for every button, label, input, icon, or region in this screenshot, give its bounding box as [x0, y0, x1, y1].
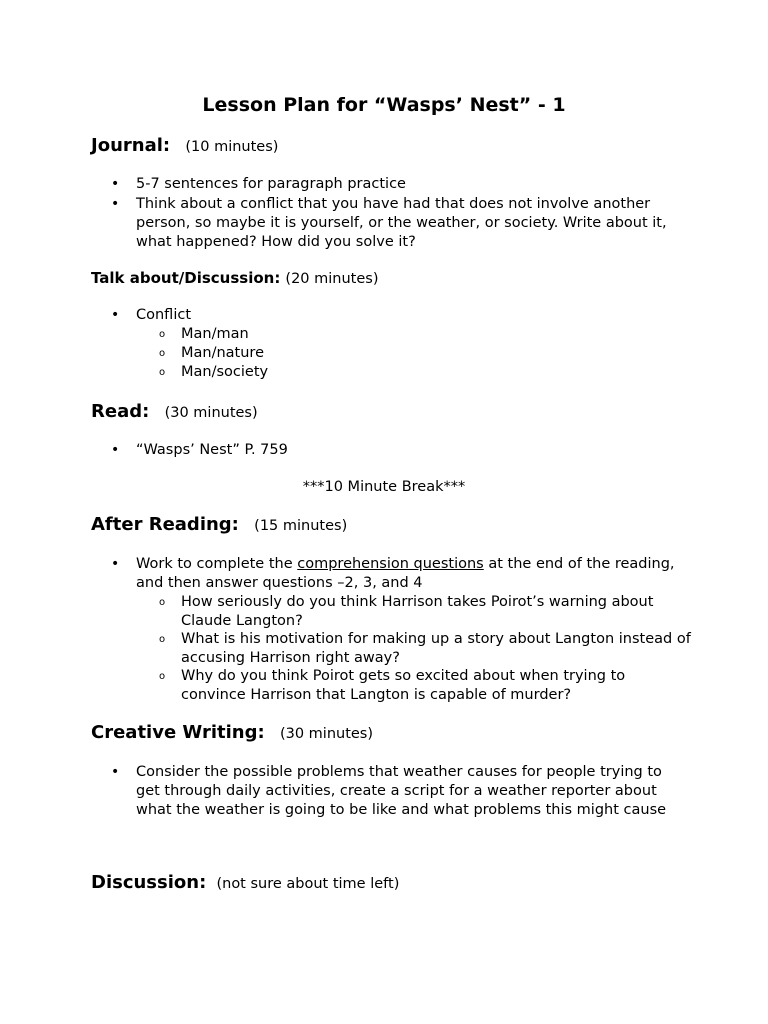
circle-bullet-icon: o	[159, 634, 166, 645]
after-reading-item-start: Work to complete the	[136, 556, 298, 572]
talk-subitem-2: Man/nature	[181, 345, 264, 361]
bullet-icon: •	[111, 176, 120, 192]
read-header	[91, 400, 258, 425]
read-heading: Read:	[91, 401, 150, 422]
creative-writing-header	[91, 721, 373, 746]
bullet-icon: •	[111, 307, 120, 323]
journal-item-2: Think about a conflict that you have had that does not involve another person, so maybe it is yourself, or the weather, or society. Write about it, what happened? How did you solve it?	[136, 196, 667, 250]
creative-writing-time: (30 minutes)	[279, 726, 374, 742]
bullet-icon: •	[111, 556, 120, 572]
talk-item: Conflict	[136, 307, 192, 323]
after-reading-subitem-2: What is his motivation for making up a story about Langton instead of accusing Harrison right away?	[181, 631, 691, 666]
journal-heading: Journal:	[91, 135, 171, 156]
read-item: “Wasps’ Nest” P. 759	[136, 442, 288, 458]
bullet-icon: •	[111, 442, 120, 458]
break-text: ***10 Minute Break***	[302, 479, 466, 495]
bullet-icon: •	[111, 764, 120, 780]
talk-subitem-1: Man/man	[181, 326, 249, 342]
discussion-time: (not sure about time left)	[216, 876, 400, 892]
creative-writing-heading: Creative Writing:	[91, 722, 265, 743]
after-reading-item-end: at the end of the reading, and then answer questions –2, 3, and 4	[136, 556, 675, 591]
page-title: Lesson Plan for “Wasps’ Nest” - 1	[202, 94, 566, 116]
circle-bullet-icon: o	[159, 671, 166, 682]
after-reading-heading: After Reading:	[91, 514, 239, 535]
bullet-icon: •	[111, 196, 120, 212]
talk-time: (20 minutes)	[285, 271, 379, 287]
talk-heading: Talk about/Discussion:	[91, 269, 281, 287]
after-reading-header	[91, 513, 347, 538]
journal-time: (10 minutes)	[185, 139, 279, 155]
read-time: (30 minutes)	[164, 405, 258, 421]
circle-bullet-icon: o	[159, 348, 166, 359]
circle-bullet-icon: o	[159, 597, 166, 608]
discussion-header	[91, 871, 399, 896]
after-reading-subitem-3: Why do you think Poirot gets so excited about when trying to convince Harrison that Langton is capable of murder?	[181, 668, 626, 703]
after-reading-time: (15 minutes)	[254, 518, 348, 534]
circle-bullet-icon: o	[159, 329, 166, 340]
circle-bullet-icon: o	[159, 367, 166, 378]
creative-writing-item: Consider the possible problems that weather causes for people trying to get through daily activities, create a script for a weather reporter about what the weather is going to be like and what problems this might cause	[136, 764, 667, 818]
journal-header	[91, 134, 278, 159]
journal-item-1: 5-7 sentences for paragraph practice	[136, 176, 406, 192]
talk-subitem-3: Man/society	[181, 364, 269, 380]
after-reading-item	[136, 555, 681, 593]
after-reading-subitem-1: How seriously do you think Harrison takes Poirot’s warning about Claude Langton?	[181, 594, 654, 629]
comprehension-questions-link[interactable]: comprehension questions	[297, 556, 484, 572]
discussion-heading: Discussion:	[91, 872, 207, 893]
talk-header	[91, 266, 379, 291]
